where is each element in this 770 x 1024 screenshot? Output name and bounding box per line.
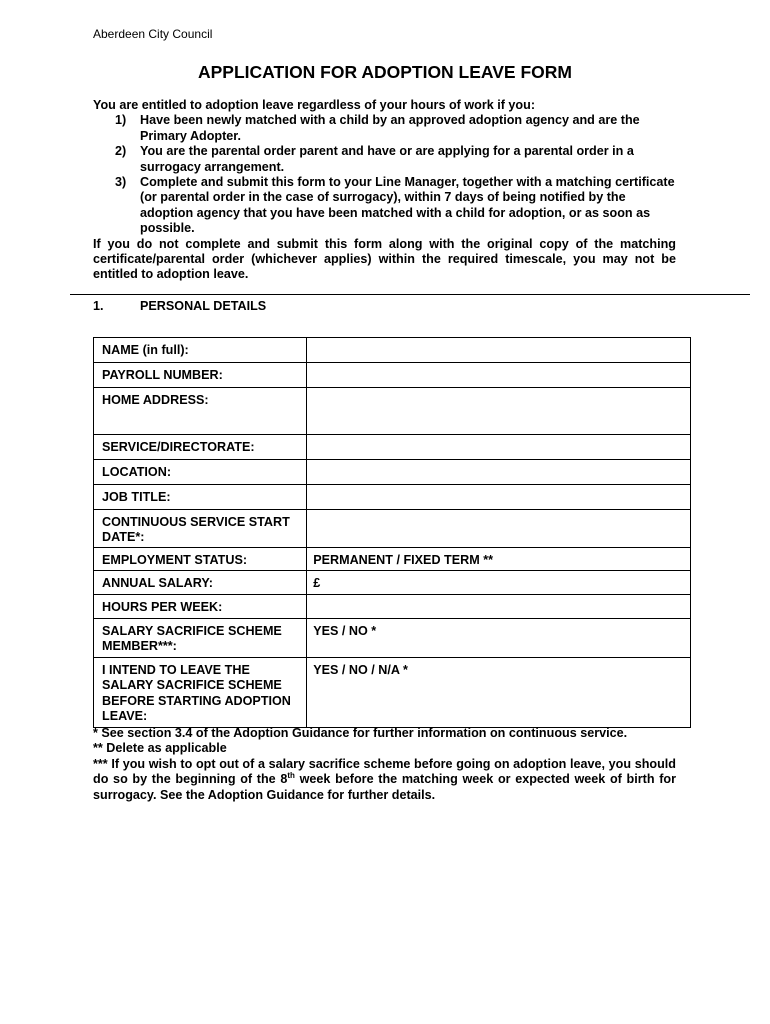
field-label: SALARY SACRIFICE SCHEME MEMBER***: [94,619,307,658]
footnote-text: week before the matching week or expected week of birth for surrogacy. See the Adoption Guidance for further details. [93,772,676,802]
personal-details-table [93,337,691,728]
field-label: CONTINUOUS SERVICE START DATE*: [94,510,307,548]
ordinal-suffix: th [287,771,295,781]
list-item [93,144,676,175]
name-field[interactable] [307,338,691,363]
table-row [94,658,691,728]
table-row [94,485,691,510]
intro-lead: You are entitled to adoption leave regardless of your hours of work if you: [93,98,536,112]
list-item-number: 2) [115,144,127,159]
field-label: PAYROLL NUMBER: [94,363,307,388]
list-item-number: 3) [115,175,127,190]
hours-per-week-field[interactable] [307,595,691,619]
table-row [94,338,691,363]
field-label: JOB TITLE: [94,485,307,510]
form-title: APPLICATION FOR ADOPTION LEAVE FORM [198,62,572,82]
section-number: 1. [93,299,104,313]
service-start-date-field[interactable] [307,510,691,548]
leave-salary-sacrifice-field[interactable]: YES / NO / N/A * [307,658,691,728]
field-label: NAME (in full): [94,338,307,363]
service-directorate-field[interactable] [307,435,691,460]
table-row [94,595,691,619]
footnote-text: *** If you wish to opt out of a salary sacrifice scheme before going on adoption leave, you should do so by the beginning of the 8 [93,756,676,787]
job-title-field[interactable] [307,485,691,510]
footnote-continuous-service: * See section 3.4 of the Adoption Guidance for further information on continuous service. [93,726,628,740]
footnotes [93,726,676,803]
salary-sacrifice-member-field[interactable]: YES / NO * [307,619,691,658]
employment-status-field[interactable]: PERMANENT / FIXED TERM ** [307,548,691,571]
eligibility-list [93,113,676,236]
list-item-text: You are the parental order parent and have or are applying for a parental order in a surrogacy arrangement. [140,144,634,174]
field-label: SERVICE/DIRECTORATE: [94,435,307,460]
list-item [93,175,676,237]
list-item [93,113,676,144]
list-item-text: Have been newly matched with a child by an approved adoption agency and are the Primary Adopter. [140,113,640,143]
table-row [94,363,691,388]
list-item-text: Complete and submit this form to your Line Manager, together with a matching certificate (or parental order in the case of surrogacy), within 7 days of being notified by the adoption agency that you have been matched with a child for adoption, or as soon as possible. [140,175,675,236]
payroll-number-field[interactable] [307,363,691,388]
footnote-delete: ** Delete as applicable [93,741,227,756]
footnote-salary-sacrifice [93,757,676,803]
organisation-name: Aberdeen City Council [93,27,213,41]
table-row [94,388,691,435]
location-field[interactable] [307,460,691,485]
home-address-field[interactable] [307,388,691,435]
field-label: HOURS PER WEEK: [94,595,307,619]
field-label: LOCATION: [94,460,307,485]
annual-salary-field[interactable]: £ [307,571,691,595]
section-title: PERSONAL DETAILS [140,299,267,313]
field-label: EMPLOYMENT STATUS: [94,548,307,571]
table-row [94,571,691,595]
field-label: I INTEND TO LEAVE THE SALARY SACRIFICE SCHEME BEFORE STARTING ADOPTION LEAVE: [94,658,307,728]
table-row [94,510,691,548]
table-row [94,435,691,460]
intro-warning: If you do not complete and submit this form along with the original copy of the matching certificate/parental order (whichever applies) within the required timescale, you may not be entitled to adoption leave. [93,236,676,282]
intro-section [93,98,676,283]
field-label: ANNUAL SALARY: [94,571,307,595]
table-row [94,548,691,571]
list-item-number: 1) [115,113,127,128]
table-row [94,619,691,658]
table-row [94,460,691,485]
section-divider [70,294,750,295]
field-label: HOME ADDRESS: [94,388,307,435]
